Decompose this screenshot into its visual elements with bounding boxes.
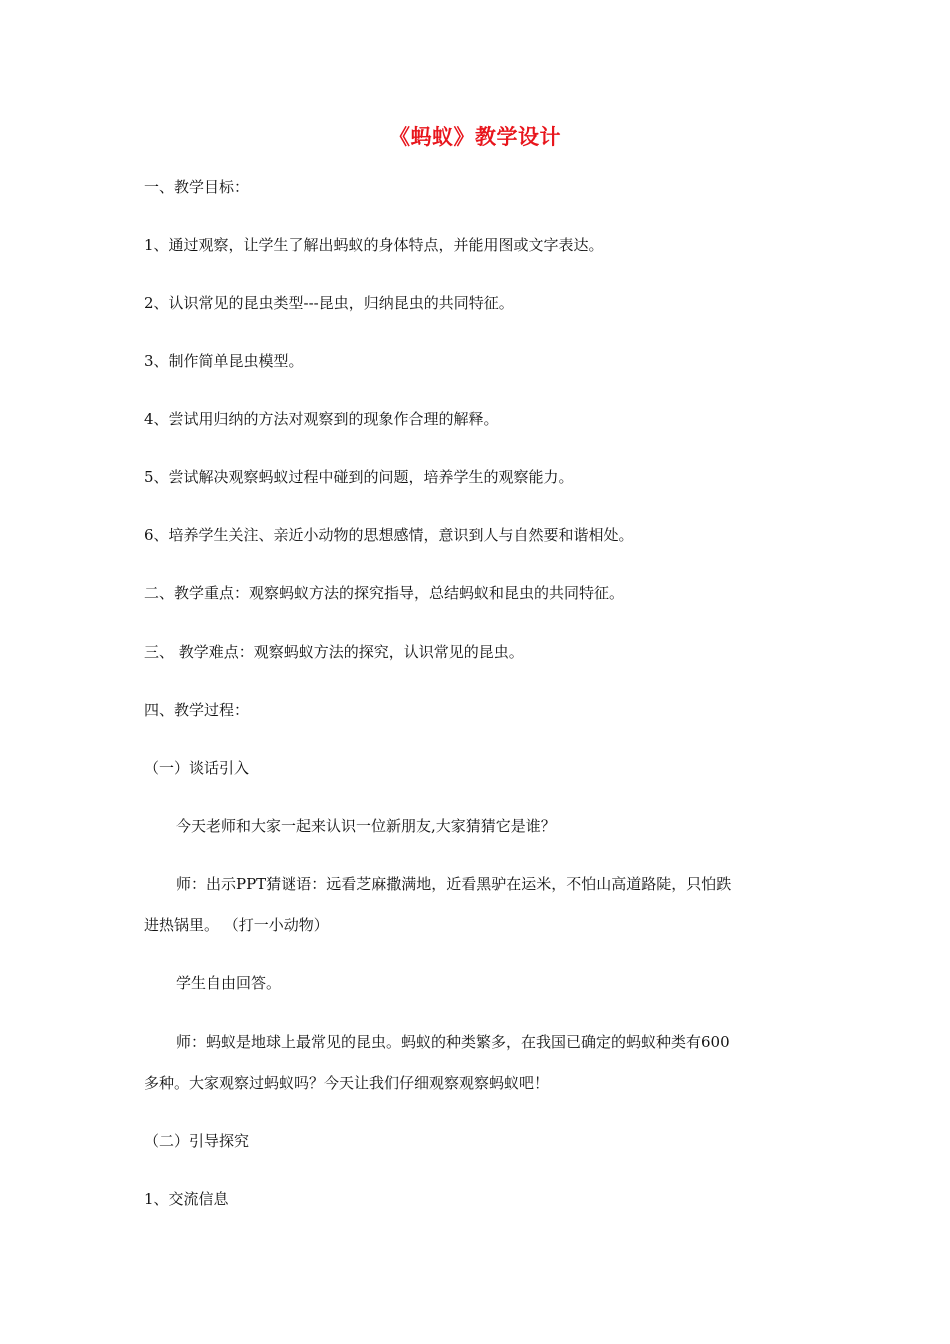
goal-item-3: 3、制作简单昆虫模型。: [144, 352, 304, 370]
document-title: 《蚂蚁》教学设计: [389, 124, 561, 149]
paragraph-intro: 今天老师和大家一起来认识一位新朋友,大家猜猜它是谁？: [176, 817, 556, 835]
paragraph-riddle-line-1: 师：出示PPT猜谜语：远看芝麻撒满地，近看黑驴在运米，不怕山高道路陡，只怕跌: [176, 875, 732, 893]
section-heading-1: （一）谈话引入: [144, 759, 250, 777]
paragraph-riddle-line-2: 进热锅里。 （打一小动物）: [144, 916, 329, 934]
paragraph-ant-facts-line-1: 师：蚂蚁是地球上最常见的昆虫。蚂蚁的种类繁多，在我国已确定的蚂蚁种类有600: [176, 1033, 730, 1051]
key-points: 二、教学重点：观察蚂蚁方法的探究指导，总结蚂蚁和昆虫的共同特征。: [144, 584, 625, 602]
list-item-exchange-info: 1、交流信息: [144, 1190, 229, 1208]
goal-item-1: 1、通过观察，让学生了解出蚂蚁的身体特点，并能用图或文字表达。: [144, 236, 604, 254]
goal-item-2: 2、认识常见的昆虫类型---昆虫，归纳昆虫的共同特征。: [144, 294, 514, 312]
goal-item-5: 5、尝试解决观察蚂蚁过程中碰到的问题，培养学生的观察能力。: [144, 468, 574, 486]
process-heading: 四、教学过程：: [144, 701, 250, 719]
goals-heading: 一、教学目标：: [144, 178, 250, 196]
section-heading-2: （二）引导探究: [144, 1132, 250, 1150]
paragraph-ant-facts-line-2: 多种。大家观察过蚂蚁吗？今天让我们仔细观察观察蚂蚁吧！: [144, 1074, 550, 1092]
goal-item-6: 6、培养学生关注、亲近小动物的思想感情，意识到人与自然要和谐相处。: [144, 526, 634, 544]
difficulties: 三、 教学难点：观察蚂蚁方法的探究，认识常见的昆虫。: [144, 643, 524, 661]
paragraph-answer: 学生自由回答。: [176, 974, 282, 992]
goal-item-4: 4、尝试用归纳的方法对观察到的现象作合理的解释。: [144, 410, 499, 428]
